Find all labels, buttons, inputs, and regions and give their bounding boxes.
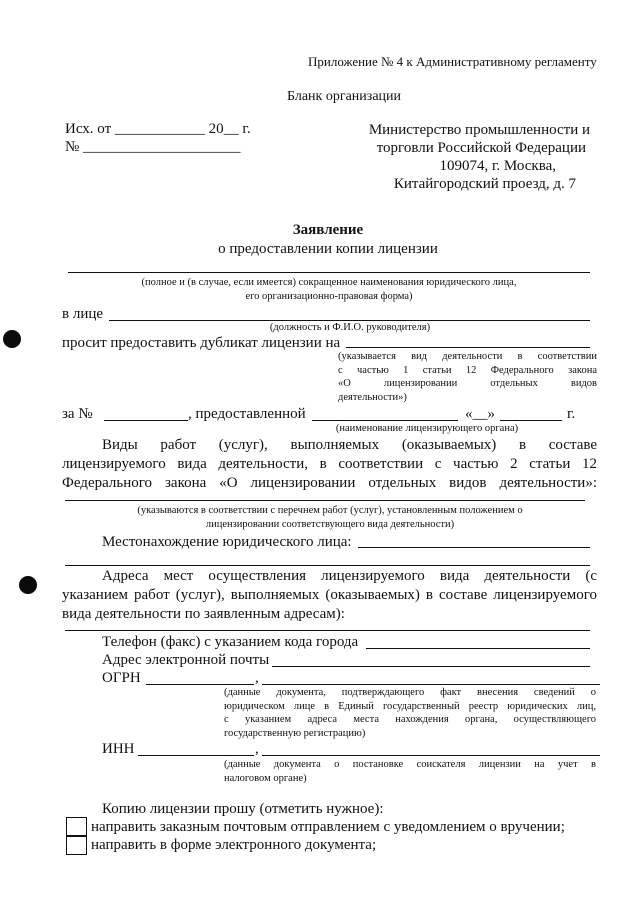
option-mail-label: направить заказным почтовым отправлением с уведомлением о вручении; bbox=[91, 819, 565, 835]
recipient-line: Министерство промышленности и bbox=[368, 122, 590, 138]
hint-line: «О лицензировании отдельных видов bbox=[338, 378, 597, 389]
hint-line: (указываются в соответствии с перечнем работ (услуг), установленным положением о bbox=[137, 505, 523, 516]
head-person-hint: (должность и Ф.И.О. руководителя) bbox=[269, 322, 431, 333]
provided-label: , предоставленной bbox=[188, 406, 306, 422]
recipient-line: торговли Российской Федерации bbox=[376, 140, 586, 156]
outgoing-number: № _____________________ bbox=[65, 139, 241, 155]
phone-field[interactable] bbox=[366, 648, 590, 649]
option-electronic-label: направить в форме электронного документа; bbox=[91, 837, 377, 853]
ogrn-document-field[interactable] bbox=[262, 684, 600, 685]
recipient-line: 109074, г. Москва, bbox=[439, 158, 556, 174]
organization-blank-label: Бланк организации bbox=[287, 89, 402, 104]
hint-line: (указывается вид деятельности в соответствии bbox=[338, 351, 597, 362]
org-name-field[interactable] bbox=[68, 272, 590, 273]
ogrn-field[interactable] bbox=[146, 684, 254, 685]
hint-line: деятельности») bbox=[338, 391, 407, 403]
hint-line: с указанием адреса места нахождения органа, осуществляющего bbox=[224, 714, 596, 725]
hint-line: лицензировании соответствующего вида деятельности) bbox=[205, 518, 455, 530]
hint-line: с частью 1 статьи 12 Федерального закона bbox=[338, 364, 597, 376]
addresses-field[interactable] bbox=[65, 630, 590, 631]
activity-hint bbox=[338, 350, 597, 404]
punch-hole-mark bbox=[3, 330, 21, 348]
hint-line: государственную регистрацию) bbox=[224, 727, 366, 739]
punch-hole-mark bbox=[19, 576, 37, 594]
paragraph-line: лицензируемого вида деятельности, в соответствии с частью 2 статьи 12 bbox=[62, 456, 597, 472]
license-number-field[interactable] bbox=[104, 420, 188, 421]
authority-field[interactable] bbox=[312, 420, 458, 421]
option-mail-checkbox[interactable] bbox=[66, 817, 87, 836]
inn-field[interactable] bbox=[138, 755, 254, 756]
ogrn-hint bbox=[224, 686, 596, 740]
inn-label: ИНН bbox=[102, 741, 135, 757]
inn-document-field[interactable] bbox=[262, 755, 600, 756]
location-field-extra[interactable] bbox=[65, 565, 590, 566]
activity-field[interactable] bbox=[346, 347, 590, 348]
works-hint bbox=[80, 504, 580, 531]
document-subtitle: о предоставлении копии лицензии bbox=[218, 241, 438, 257]
comma: , bbox=[255, 741, 259, 757]
recipient-block bbox=[360, 121, 590, 193]
document-title: Заявление bbox=[292, 222, 364, 238]
comma: , bbox=[255, 670, 259, 686]
appendix-note: Приложение № 4 к Административному регламенту bbox=[308, 54, 597, 69]
paragraph-line: Федерального закона «О лицензировании отдельных видов деятельности»: bbox=[62, 475, 597, 491]
date-day-mark: «__» bbox=[465, 406, 495, 422]
year-mark: г. bbox=[567, 406, 576, 422]
org-name-hint bbox=[68, 276, 590, 303]
copy-request-label: Копию лицензии прошу (отметить нужное): bbox=[102, 801, 384, 817]
email-label: Адрес электронной почты bbox=[102, 652, 270, 668]
in-person-label: в лице bbox=[62, 306, 104, 322]
location-field[interactable] bbox=[358, 547, 590, 548]
license-number-label: за № bbox=[62, 406, 93, 422]
recipient-line: Китайгородский проезд, д. 7 bbox=[393, 176, 576, 192]
hint-line: (полное и (в случае, если имеется) сокращенное наименования юридического лица, bbox=[141, 277, 517, 288]
works-paragraph bbox=[62, 436, 597, 493]
paragraph-line: Адреса мест осуществления лицензируемого вида деятельности (с bbox=[102, 568, 597, 584]
hint-line: (данные документа о постановке соискателя лицензии на учет в bbox=[224, 759, 596, 770]
phone-label: Телефон (факс) с указанием кода города bbox=[102, 634, 359, 650]
authority-hint: (наименование лицензирующего органа) bbox=[335, 423, 519, 434]
date-month-field[interactable] bbox=[500, 420, 562, 421]
paragraph-line: вида деятельности по заявленным адресам): bbox=[62, 606, 345, 622]
request-label: просит предоставить дубликат лицензии на bbox=[62, 335, 341, 351]
paragraph-line: Виды работ (услуг), выполняемых (оказываемых) в составе bbox=[102, 437, 597, 453]
inn-hint bbox=[224, 758, 596, 785]
paragraph-line: указанием работ (услуг), выполняемых (оказываемых) в составе лицензируемого bbox=[62, 587, 597, 603]
outgoing-date: Исх. от ____________ 20__ г. bbox=[65, 121, 251, 137]
addresses-paragraph bbox=[62, 567, 597, 624]
email-field[interactable] bbox=[272, 666, 590, 667]
hint-line: его организационно-правовая форма) bbox=[245, 290, 413, 302]
hint-line: юридическом лице в Единый государственный реестр юридических лиц, bbox=[224, 700, 596, 712]
hint-line: налоговом органе) bbox=[224, 772, 307, 784]
hint-line: (данные документа, подтверждающего факт внесения сведений о bbox=[224, 687, 596, 698]
works-field[interactable] bbox=[65, 500, 585, 501]
ogrn-label: ОГРН bbox=[102, 670, 141, 686]
location-label: Местонахождение юридического лица: bbox=[102, 534, 352, 550]
option-electronic-checkbox[interactable] bbox=[66, 836, 87, 855]
